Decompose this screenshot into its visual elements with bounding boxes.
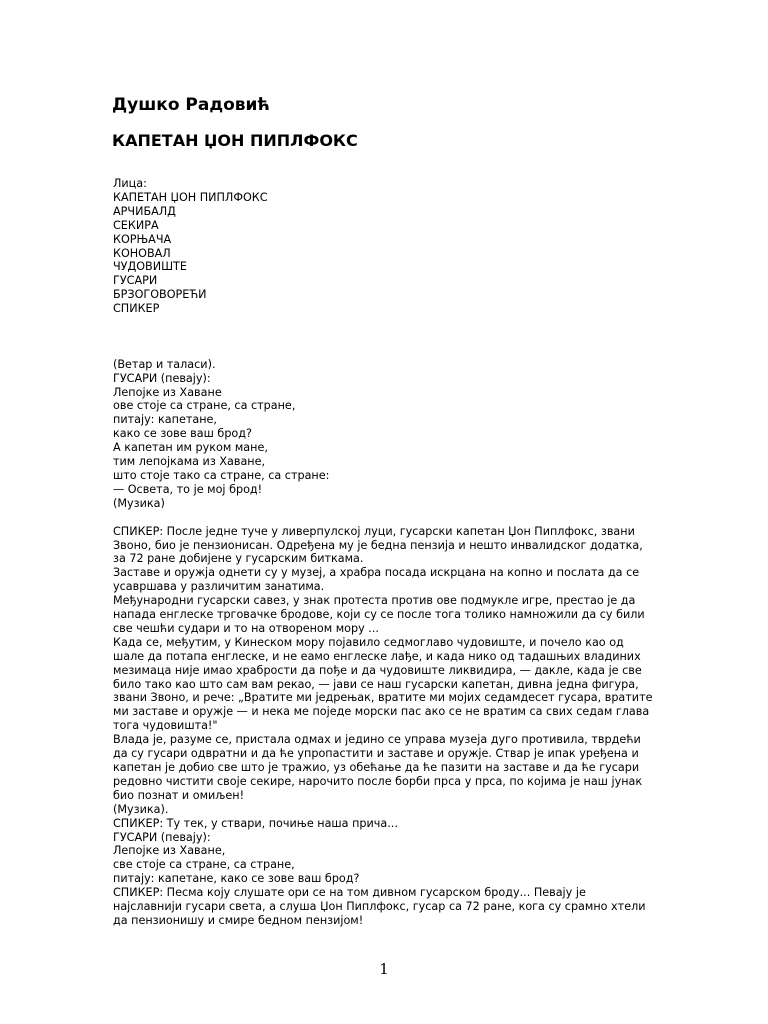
- cast-member: СЕКИРА: [113, 218, 159, 232]
- text-line: како се зове ваш брод?: [113, 427, 252, 441]
- play-title: КАПЕТАН ЏОН ПИПЛФОКС: [112, 131, 358, 150]
- text-line: питају: капетане,: [113, 413, 217, 427]
- text-line: да су гусари одвратни и да ће упропастити и заставе и оружје. Ствар је ипак уређена и: [113, 747, 639, 761]
- text-line: — Освета, то је мој брод!: [113, 482, 263, 496]
- cast-member: АРЧИБАЛД: [113, 204, 176, 218]
- cast-member: КОНОВАЛ: [113, 246, 171, 260]
- text-line: напада енглеске трговачке бродове, који су се после тога толико намножили да су били: [113, 608, 645, 622]
- text-line: шале да потапа енглеске, и не еамо енглеске лађе, и када нико од тадашњих владиних: [113, 649, 641, 663]
- text-line: било тако као што сам вам рекао, — јави се наш гусарски капетан, дивна једна фигура,: [113, 677, 639, 691]
- text-line: Звоно, био је пензионисан. Одређена му је бедна пензија и нешто инвалидског додатка,: [113, 538, 643, 552]
- cast-member: СПИКЕР: [113, 302, 160, 316]
- text-line: био познат и омиљен!: [113, 788, 245, 802]
- text-line: ове стоје са стране, са стране,: [113, 399, 296, 413]
- cast-member: КАПЕТАН ЏОН ПИПЛФОКС: [113, 190, 268, 204]
- text-line: (Музика).: [113, 802, 169, 816]
- document-body: [113, 177, 658, 928]
- text-line: Када се, међутим, у Кинеском мору појавило седмоглаво чудовиште, и почело као од: [113, 635, 624, 649]
- cast-member: ЧУДОВИШТЕ: [113, 260, 187, 274]
- page-number: 1: [379, 960, 389, 978]
- text-line: ГУСАРИ (певају):: [113, 371, 211, 385]
- text-line: капетан је добио све што је тражио, уз обећање да ће пазити на заставе и да ће гусари: [113, 761, 640, 775]
- text-line: Лепојке из Хаване,: [113, 844, 226, 858]
- text-line: да пензионишу и смире бедном пензијом!: [113, 913, 364, 927]
- text-line: најславнији гусари света, а слуша Џон Пиплфокс, гусар са 72 ране, кога су срамно хтели: [113, 900, 646, 914]
- text-line: (Музика): [113, 496, 165, 510]
- main-text-block: [113, 525, 658, 928]
- text-line: све стоје са стране, са стране,: [113, 858, 295, 872]
- text-line: (Ветар и таласи).: [113, 357, 216, 371]
- song-block: [113, 358, 658, 511]
- spacer: [113, 316, 658, 344]
- text-line: Влада је, разуме се, пристала одмах и једино се управа музеја дуго противила, тврдећи: [113, 733, 641, 747]
- text-line: што стоје тако са стране, са стране:: [113, 469, 330, 482]
- text-line: питају: капетане, како се зове ваш брод?: [113, 872, 360, 886]
- text-line: мезимаца није имао храбрости да пође и да чудовиште ликвидира, — дакле, када је све: [113, 663, 642, 677]
- text-line: СПИКЕР: Песма коју слушате ори се на том дивном гусарском броду... Певају је: [113, 886, 586, 900]
- cast-member: ГУСАРИ: [113, 274, 158, 288]
- text-line: за 72 ране добијене у гусарским биткама.: [113, 552, 364, 566]
- spacer: [113, 511, 658, 525]
- cast-member: БРЗОГОВОРЕЋИ: [113, 288, 207, 302]
- text-line: Међународни гусарски савез, у знак протеста против ове подмукле игре, престао је да: [113, 594, 636, 608]
- cast-list: [113, 191, 658, 316]
- text-line: све чешћи судари и то на отвореном мору ...: [113, 621, 379, 635]
- text-line: тога чудовишта!": [113, 719, 218, 733]
- text-line: звани Звоно, и рече: „Вратите ми једрењак, вратите ми мојих седамдесет гусара, вратите: [113, 691, 653, 705]
- text-line: усавршава у различитим занатима.: [113, 580, 325, 594]
- cast-heading: Лица:: [113, 177, 147, 190]
- spacer: [113, 344, 658, 358]
- text-line: А капетан им руком мане,: [113, 441, 268, 455]
- text-line: тим лепојкама из Хаване,: [113, 455, 266, 469]
- text-line: Заставе и оружја однети су у музеј, а храбра посада искрцана на копно и послата да се: [113, 566, 640, 580]
- text-line: редовно чистити своје секире, нарочито после борби прса у прса, по којима је наш јунак: [113, 774, 643, 788]
- cast-member: КОРЊАЧА: [113, 232, 172, 246]
- text-line: СПИКЕР: Ту тек, у ствари, почиње наша прича...: [113, 816, 398, 830]
- author-name: Душко Радовић: [112, 95, 270, 115]
- text-line: Лепојке из Хаване: [113, 385, 222, 399]
- text-line: ГУСАРИ (певају):: [113, 830, 211, 844]
- text-line: СПИКЕР: После једне туче у ливерпулској луци, гусарски капетан Џон Пиплфокс, звани: [113, 524, 635, 538]
- text-line: ми заставе и оружје — и нека ме поједе морски пас ако се не вратим са свих седам глава: [113, 705, 650, 719]
